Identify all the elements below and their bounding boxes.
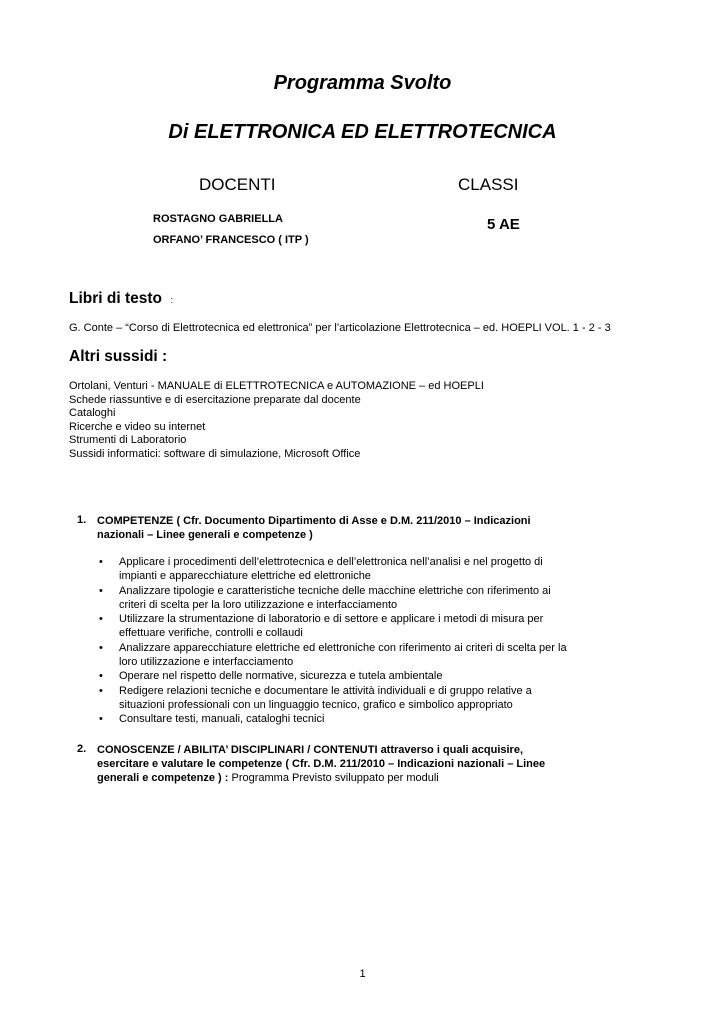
list-item: Ricerche e video su internet <box>69 420 206 433</box>
section1-line: nazionali – Linee generali e competenze ) <box>97 529 313 541</box>
list-item: Strumenti di Laboratorio <box>69 434 187 446</box>
list-item: Sussidi informatici: software di simulazione, Microsoft Office <box>69 447 361 460</box>
libri-text: G. Conte – “Corso di Elettrotecnica ed elettronica” per l’articolazione Elettrotecnica – ed. HOEPLI VOL. 1 - 2 - 3 <box>69 322 611 334</box>
list-item <box>97 712 567 726</box>
bullet-icon: • <box>99 713 103 726</box>
class-value: 5 AE <box>487 216 520 233</box>
list-item <box>97 555 567 584</box>
list-item: Ortolani, Venturi - MANUALE di ELETTROTECNICA e AUTOMAZIONE – ed HOEPLI <box>69 380 484 392</box>
section2-line: CONOSCENZE / ABILITA’ DISCIPLINARI / CONTENUTI attraverso i quali acquisire, <box>97 744 524 756</box>
bullet-text: Redigere relazioni tecniche e documentare le attività individuali e di gruppo relative a <box>119 684 532 697</box>
bullet-text: situazioni professionali con un linguaggio tecnico, grafico e simbolico appropriato <box>119 698 513 711</box>
section1-heading <box>97 514 531 542</box>
competenze-list <box>97 555 567 727</box>
section2-number: 2. <box>77 743 87 755</box>
classi-label: CLASSI <box>458 175 519 194</box>
bullet-text: effettuare verifiche, controlli e collaudi <box>119 627 303 640</box>
list-item <box>97 669 567 683</box>
page-number: 1 <box>359 968 366 980</box>
list-item <box>97 612 567 641</box>
section1-number: 1. <box>77 514 87 526</box>
bullet-text: criteri di scelta per la loro utilizzazione e interfacciamento <box>119 598 398 611</box>
bullet-icon: • <box>99 670 103 683</box>
bullet-icon: • <box>99 641 103 654</box>
section1-line: COMPETENZE ( Cfr. Documento Dipartimento di Asse e D.M. 211/2010 – Indicazioni <box>97 515 531 527</box>
list-item: Cataloghi <box>69 407 116 419</box>
bullet-text: loro utilizzazione e interfacciamento <box>119 656 294 669</box>
libri-colon: : <box>170 295 173 305</box>
bullet-icon: • <box>99 584 103 597</box>
teacher-2: ORFANO’ FRANCESCO ( ITP ) <box>153 234 309 246</box>
section2-line: esercitare e valutare le competenze ( Cfr. D.M. 211/2010 – Indicazioni nazionali – Linee <box>97 758 546 770</box>
bullet-icon: • <box>99 556 103 568</box>
libri-heading-text: Libri di testo <box>69 290 162 307</box>
section2-line-normal: Programma Previsto sviluppato per moduli <box>228 772 439 784</box>
bullet-text: Analizzare apparecchiature elettriche ed elettroniche con riferimento ai criteri di scelta per la <box>119 641 567 654</box>
document-title: Programma Svolto <box>273 72 452 94</box>
section2-line: generali e competenze ) : <box>97 772 229 784</box>
list-item <box>97 684 567 713</box>
bullet-text: Utilizzare la strumentazione di laboratorio e di settore e applicare i metodi di misura per <box>119 613 544 626</box>
bullet-text: Applicare i procedimenti dell’elettrotecnica e dell’elettronica nell’analisi e nel progetto di <box>119 556 543 568</box>
docenti-label: DOCENTI <box>199 175 276 194</box>
list-item <box>97 584 567 613</box>
bullet-text: Consultare testi, manuali, cataloghi tecnici <box>119 713 325 726</box>
sussidi-list <box>69 380 484 461</box>
libri-heading <box>69 290 173 308</box>
bullet-icon: • <box>99 684 103 697</box>
list-item: Schede riassuntive e di esercitazione preparate dal docente <box>69 393 361 406</box>
bullet-icon: • <box>99 613 103 626</box>
bullet-text: Operare nel rispetto delle normative, sicurezza e tutela ambientale <box>119 670 443 683</box>
bullet-text: Analizzare tipologie e caratteristiche tecniche delle macchine elettriche con riferimento ai <box>119 584 551 597</box>
subject-title: Di ELETTRONICA ED ELETTROTECNICA <box>168 121 557 143</box>
sussidi-heading: Altri sussidi : <box>69 348 168 365</box>
teacher-1: ROSTAGNO GABRIELLA <box>153 213 283 225</box>
list-item <box>97 641 567 670</box>
section2-heading <box>97 743 545 785</box>
bullet-text: impianti e apparecchiature elettriche ed elettroniche <box>119 570 371 583</box>
